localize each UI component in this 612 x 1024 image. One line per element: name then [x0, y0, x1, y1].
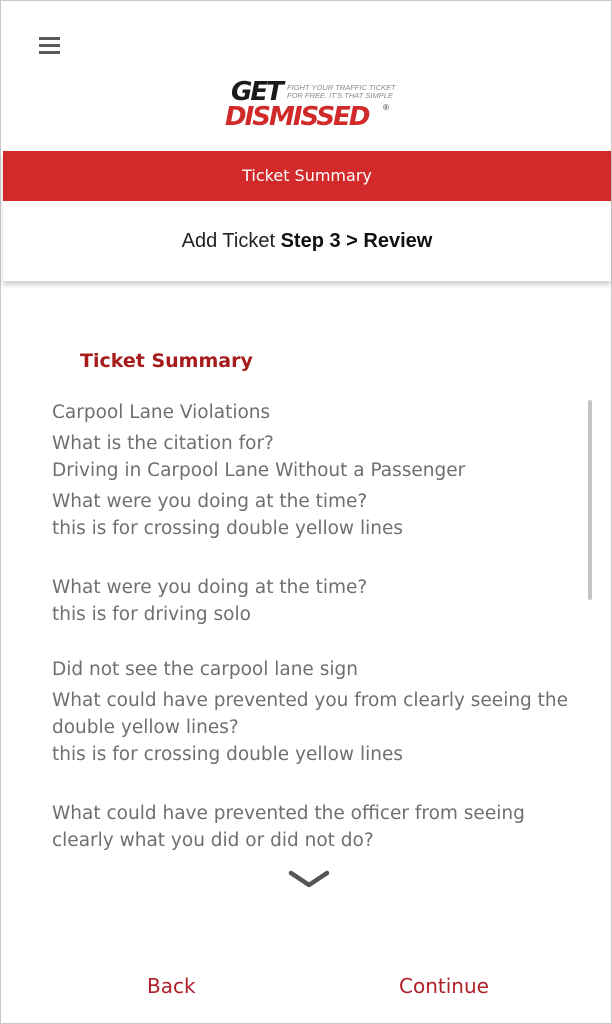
- logo-word-dismissed: DISMISSED: [225, 102, 369, 132]
- back-button[interactable]: Back: [147, 969, 196, 1003]
- summary-line: this is for crossing double yellow lines: [52, 518, 403, 539]
- summary-line: What could have prevented you from clearly seeing the double yellow lines?: [52, 690, 569, 738]
- page-title-bar: Ticket Summary: [3, 151, 611, 201]
- summary-line: What could have prevented the officer from seeing clearly what you did or did not do?: [52, 803, 525, 851]
- summary-line: What were you doing at the time?: [52, 577, 368, 598]
- step-indicator: [3, 225, 611, 257]
- summary-line: Carpool Lane Violations: [52, 402, 271, 423]
- step-current: Step 3 > Review: [280, 230, 433, 252]
- summary-line: Did not see the carpool lane sign: [52, 659, 358, 680]
- continue-button[interactable]: Continue: [399, 969, 489, 1003]
- logo-tagline-line1: FIGHT YOUR TRAFFIC TICKET: [287, 83, 396, 92]
- logo-word-get: GET: [231, 77, 282, 107]
- summary-line: this is for crossing double yellow lines: [52, 744, 403, 765]
- summary-line: this is for driving solo: [52, 604, 251, 625]
- chevron-down-icon[interactable]: [288, 867, 330, 893]
- step-prefix: Add Ticket: [181, 230, 276, 252]
- logo-tagline: [287, 84, 397, 100]
- scrollbar[interactable]: [588, 400, 592, 600]
- registered-mark: ®: [383, 103, 389, 112]
- hamburger-menu-icon[interactable]: [39, 37, 61, 55]
- logo-tagline-line2: FOR FREE. IT'S THAT SIMPLE: [287, 91, 393, 100]
- summary-line: What were you doing at the time?: [52, 491, 368, 512]
- get-dismissed-logo: [225, 79, 397, 133]
- section-title: Ticket Summary: [80, 350, 253, 372]
- summary-line: What is the citation for?: [52, 433, 274, 454]
- summary-line: Driving in Carpool Lane Without a Passenger: [52, 460, 466, 481]
- ticket-summary-list: [52, 399, 582, 861]
- header-card: [3, 151, 611, 281]
